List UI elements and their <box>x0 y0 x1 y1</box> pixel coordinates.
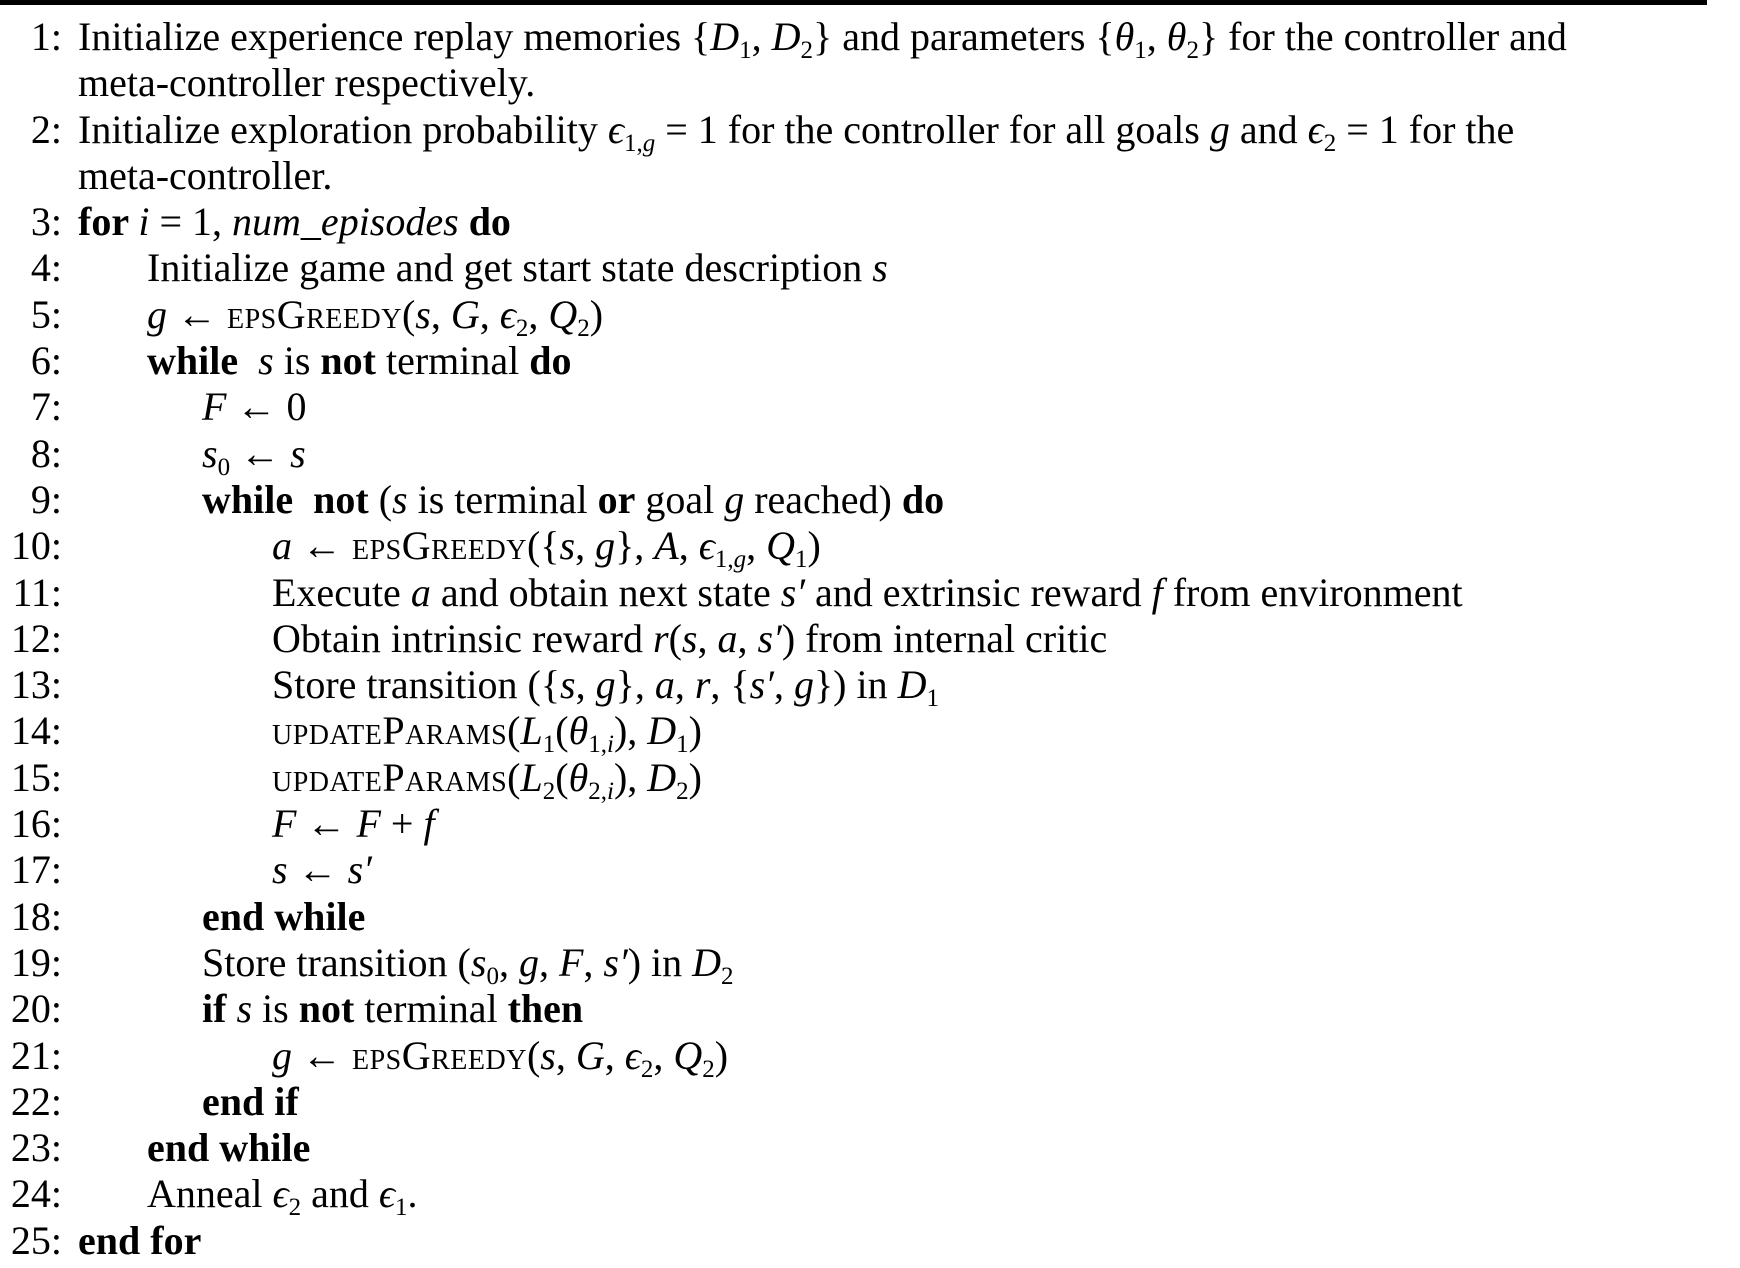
seg-it: s′ <box>780 569 806 615</box>
seg-rm: , <box>528 291 549 337</box>
subscript: 2 <box>676 777 689 805</box>
seg-bf: if <box>202 986 237 1032</box>
seg-it: f <box>1151 569 1163 615</box>
seg-it: a <box>717 615 738 661</box>
seg-bf: while <box>147 338 259 384</box>
seg-rm: Store transition ( <box>202 939 471 985</box>
subscript: 1 <box>676 731 689 759</box>
seg-it: F <box>558 939 584 985</box>
seg-bf: end while <box>147 1125 311 1171</box>
seg-rm: } for the controller and <box>1198 14 1567 59</box>
seg-bf: do <box>529 338 572 384</box>
seg-it: r <box>694 662 711 708</box>
algo-line-4 <box>0 153 1740 199</box>
seg-rm: , <box>575 523 596 569</box>
line-number: 5: <box>30 291 62 337</box>
seg-cal: L <box>520 708 543 754</box>
seg-rm: is <box>252 986 299 1032</box>
seg-bf: not <box>298 986 355 1032</box>
algo-line-21 <box>0 939 1740 990</box>
subscript: 1,g <box>623 129 656 157</box>
seg-sc: epsGreedy <box>352 1032 527 1078</box>
seg-it: s′ <box>757 615 782 661</box>
algo-line-13 <box>0 570 1740 616</box>
seg-sc: updateParams <box>272 708 508 754</box>
seg-it: s <box>415 291 431 337</box>
seg-it: g <box>1209 106 1230 152</box>
seg-it: F <box>272 801 297 847</box>
line-number: 12: <box>10 615 62 661</box>
seg-rm: Initialize exploration probability <box>78 106 608 152</box>
seg-bf: then <box>507 986 584 1032</box>
seg-rm: , <box>697 615 718 661</box>
seg-it: Q <box>548 291 578 337</box>
seg-rm: , <box>674 662 695 708</box>
seg-it: a <box>654 662 675 708</box>
algo-line-16 <box>0 708 1740 759</box>
algo-line-23 <box>0 1032 1740 1083</box>
line-code <box>272 754 702 805</box>
subscript: 2 <box>721 962 734 990</box>
algo-line-24 <box>0 1079 1740 1125</box>
seg-rm: , <box>583 939 604 985</box>
line-number: 8: <box>30 430 62 476</box>
seg-rm: ← <box>287 847 348 893</box>
seg-rm: , <box>678 523 699 569</box>
algo-line-12 <box>0 523 1740 574</box>
seg-rm: Obtain intrinsic reward <box>272 615 653 661</box>
line-code <box>202 939 734 990</box>
seg-cal: D <box>771 14 801 59</box>
seg-it: s <box>681 615 698 661</box>
algo-line-9 <box>0 384 1740 430</box>
subscript: 2 <box>702 1055 715 1083</box>
algo-line-25 <box>0 1125 1740 1171</box>
seg-rm: = 1 for the controller for all goals <box>655 106 1210 152</box>
seg-it: Q <box>673 1032 703 1078</box>
seg-it: g <box>595 523 616 569</box>
seg-rm: , <box>604 1032 625 1078</box>
seg-bf: do <box>901 476 945 522</box>
seg-rm: ({ <box>526 523 560 569</box>
seg-it: ϵ <box>607 106 624 152</box>
seg-rm: is <box>273 338 321 384</box>
seg-rm: terminal <box>375 338 530 384</box>
line-code <box>78 60 535 106</box>
seg-rm: ), <box>613 754 648 800</box>
seg-it: θ <box>1114 14 1135 59</box>
seg-rm: ← <box>167 291 227 337</box>
subscript: 1,g <box>714 546 747 574</box>
subscript: 2 <box>288 1194 302 1222</box>
subscript: 1 <box>794 546 808 574</box>
seg-rm: ( <box>401 291 416 337</box>
line-number: 9: <box>30 476 62 522</box>
line-code <box>202 1079 299 1125</box>
seg-rm: }, <box>615 523 655 569</box>
seg-it: a <box>410 569 431 615</box>
algo-line-22 <box>0 986 1740 1032</box>
seg-it: s <box>559 523 576 569</box>
line-code <box>78 14 1567 64</box>
seg-rm: } and parameters { <box>813 14 1115 59</box>
seg-rm: ( <box>507 754 521 800</box>
subscript: 2 <box>515 314 529 342</box>
seg-rm: ( <box>507 708 521 754</box>
seg-rm: ( <box>555 708 569 754</box>
line-code <box>202 430 306 481</box>
seg-it: s <box>202 430 218 476</box>
seg-sc: epsGreedy <box>352 523 527 569</box>
line-number: 6: <box>30 338 62 384</box>
seg-it: r <box>653 615 669 661</box>
seg-it: ϵ <box>698 523 715 569</box>
algo-line-11 <box>0 477 1740 523</box>
seg-rm: Execute <box>272 569 411 615</box>
line-code <box>78 1218 201 1264</box>
algo-line-2 <box>0 60 1740 106</box>
seg-rm: reached) <box>744 476 902 522</box>
seg-rm: and <box>1229 106 1308 152</box>
subscript: 2 <box>1186 37 1199 64</box>
seg-rm: , <box>773 662 794 708</box>
seg-cal: D <box>647 708 677 754</box>
algorithm-top-rule <box>0 0 1707 5</box>
seg-rm: Anneal <box>147 1171 273 1217</box>
seg-rm: = 1, <box>149 199 233 245</box>
subscript: 0 <box>217 453 231 481</box>
seg-it: ϵ <box>378 1171 396 1217</box>
seg-it: θ <box>568 754 589 800</box>
seg-rm: meta-controller. <box>78 152 333 198</box>
seg-it: s <box>872 245 888 291</box>
line-number: 17: <box>10 847 62 893</box>
seg-rm: , <box>746 523 767 569</box>
line-number: 7: <box>30 384 62 430</box>
seg-rm: , <box>653 1032 674 1078</box>
line-number: 22: <box>10 1078 62 1124</box>
seg-cal: A <box>654 523 679 569</box>
line-number: 11: <box>12 569 62 615</box>
seg-it: g <box>518 939 539 985</box>
seg-it: g <box>147 291 167 337</box>
seg-it: num_episodes <box>232 199 459 245</box>
seg-it: s′ <box>603 939 628 985</box>
line-number: 23: <box>10 1125 62 1171</box>
seg-it: g <box>793 662 814 708</box>
seg-it: ϵ <box>499 291 516 337</box>
line-number: 25: <box>10 1217 62 1263</box>
seg-rm: , <box>538 939 559 985</box>
subscript: 1 <box>926 685 939 713</box>
subscript: 1 <box>395 1194 408 1222</box>
seg-cal: D <box>692 939 722 985</box>
line-code <box>147 291 604 342</box>
line-code <box>272 847 372 893</box>
seg-it: f <box>423 801 435 847</box>
seg-rm: ) <box>589 291 604 337</box>
seg-it: s′ <box>749 662 774 708</box>
seg-it: i <box>138 199 150 245</box>
seg-sc: updateParams <box>272 754 508 800</box>
subscript: 1 <box>1134 37 1147 64</box>
subscript: 2 <box>577 314 590 342</box>
algo-line-17 <box>0 754 1740 805</box>
line-number: 10: <box>10 523 62 569</box>
seg-rm: ← <box>292 1032 352 1078</box>
seg-it: s <box>470 939 487 985</box>
seg-rm: ) in <box>627 939 693 985</box>
seg-it: ϵ <box>624 1032 641 1078</box>
algo-line-20 <box>0 894 1740 940</box>
algo-line-10 <box>0 430 1740 481</box>
seg-rm: ← <box>230 430 291 476</box>
seg-it: ϵ <box>272 1171 289 1217</box>
algo-line-19 <box>0 847 1740 893</box>
subscript: 2 <box>1323 129 1337 157</box>
seg-rm: is terminal <box>407 476 598 522</box>
seg-rm: = 1 for the <box>1336 106 1515 152</box>
seg-bf: while not <box>202 476 379 522</box>
seg-it: s <box>290 430 306 476</box>
line-number: 4: <box>30 245 62 291</box>
seg-rm: , <box>479 291 500 337</box>
seg-it: θ <box>568 708 589 754</box>
seg-cal: D <box>647 754 677 800</box>
seg-rm: ), <box>613 708 648 754</box>
seg-rm: , <box>498 939 519 985</box>
seg-bf: or <box>597 476 636 522</box>
line-code <box>272 616 1107 662</box>
seg-rm: , <box>751 14 772 59</box>
seg-cal: D <box>897 662 927 708</box>
seg-it: g <box>724 476 745 522</box>
line-number: 3: <box>30 199 62 245</box>
line-number: 1: <box>30 14 62 59</box>
seg-rm: Store transition ({ <box>272 662 561 708</box>
seg-cal: G <box>575 1032 605 1078</box>
seg-it: s <box>236 986 253 1032</box>
seg-it: θ <box>1166 14 1187 59</box>
seg-it: s′ <box>347 847 372 893</box>
seg-rm: . <box>407 1171 418 1217</box>
algo-line-6 <box>0 245 1740 291</box>
seg-it: s <box>258 338 274 384</box>
line-number: 20: <box>10 986 62 1032</box>
line-code <box>147 245 888 291</box>
subscript: 1 <box>739 37 752 64</box>
line-number: 19: <box>10 939 62 985</box>
seg-rm: ← 0 <box>226 384 307 430</box>
seg-rm: , <box>737 615 758 661</box>
seg-rm: }, <box>615 662 655 708</box>
algo-line-14 <box>0 616 1740 662</box>
subscript: 2 <box>640 1055 654 1083</box>
line-code <box>272 708 702 759</box>
seg-rm: terminal <box>354 986 508 1032</box>
line-number: 13: <box>10 662 62 708</box>
line-code <box>202 477 944 523</box>
seg-rm: and obtain next state <box>430 569 781 615</box>
seg-rm: Initialize experience replay memories { <box>78 14 711 59</box>
line-number: 14: <box>10 708 62 754</box>
subscript: 1 <box>542 731 556 759</box>
line-code <box>78 199 511 245</box>
line-code <box>78 153 332 199</box>
seg-bf: end while <box>202 893 366 939</box>
seg-rm: from environment <box>1162 569 1463 615</box>
seg-rm: ( <box>378 476 393 522</box>
seg-it: F <box>202 384 227 430</box>
seg-it: a <box>272 523 292 569</box>
seg-it: Q <box>766 523 795 569</box>
seg-it: F <box>356 801 381 847</box>
algo-line-7 <box>0 291 1740 342</box>
line-code <box>147 338 572 384</box>
seg-it: g <box>272 1032 292 1078</box>
subscript: 2 <box>542 777 556 805</box>
seg-rm: ) from internal critic <box>781 615 1108 661</box>
line-code <box>202 894 365 940</box>
seg-rm: ) <box>714 1032 729 1078</box>
line-code <box>272 570 1463 616</box>
subscript: 1,i <box>588 731 614 759</box>
algo-line-3 <box>0 106 1740 157</box>
seg-rm: ) <box>688 754 702 800</box>
line-code <box>272 662 939 713</box>
line-number: 15: <box>10 754 62 800</box>
line-number: 16: <box>10 801 62 847</box>
line-number: 24: <box>10 1171 62 1217</box>
seg-rm: }) in <box>813 662 898 708</box>
seg-rm: Initialize game and get start state description <box>147 245 873 291</box>
seg-rm: ( <box>668 615 682 661</box>
seg-rm: goal <box>635 476 725 522</box>
seg-rm: , <box>1146 14 1167 59</box>
seg-rm: , <box>555 1032 576 1078</box>
seg-bf: end for <box>78 1217 202 1263</box>
line-code <box>147 1125 310 1171</box>
seg-rm: ← <box>296 801 357 847</box>
subscript: 2,i <box>588 777 614 805</box>
line-code <box>272 523 821 574</box>
subscript: 2 <box>800 37 814 64</box>
seg-it: g <box>595 662 616 708</box>
seg-rm: and <box>301 1171 379 1217</box>
algorithm-lines <box>0 14 1740 1264</box>
seg-bf: do <box>458 199 511 245</box>
seg-rm: ) <box>807 523 821 569</box>
algo-line-15 <box>0 662 1740 713</box>
seg-it: s <box>272 847 288 893</box>
seg-rm: , { <box>710 662 750 708</box>
seg-rm: meta-controller respectively. <box>78 60 536 106</box>
line-code <box>78 106 1515 157</box>
seg-it: ϵ <box>1307 106 1324 152</box>
seg-rm: and extrinsic reward <box>805 569 1152 615</box>
line-number: 2: <box>30 106 62 152</box>
line-code <box>272 1032 729 1083</box>
seg-rm: , <box>575 662 596 708</box>
line-number: 21: <box>10 1032 62 1078</box>
seg-cal: D <box>710 14 740 59</box>
algo-line-18 <box>0 801 1740 847</box>
seg-rm: ( <box>555 754 569 800</box>
seg-cal: G <box>450 291 480 337</box>
seg-cal: L <box>520 754 543 800</box>
algo-line-5 <box>0 199 1740 245</box>
algo-line-8 <box>0 338 1740 384</box>
algo-line-27 <box>0 1218 1740 1264</box>
line-number: 18: <box>10 893 62 939</box>
seg-bf: end if <box>202 1078 299 1124</box>
line-code <box>147 1171 418 1222</box>
seg-it: s <box>392 476 408 522</box>
seg-bf: not <box>320 338 376 384</box>
seg-it: s <box>540 1032 556 1078</box>
seg-bf: for <box>78 199 139 245</box>
seg-rm: + <box>380 801 424 847</box>
seg-it: s <box>560 662 576 708</box>
seg-rm: ) <box>688 708 702 754</box>
line-code <box>202 986 583 1032</box>
algo-line-26 <box>0 1171 1740 1222</box>
seg-rm: ( <box>526 1032 541 1078</box>
line-code <box>202 384 306 430</box>
seg-sc: epsGreedy <box>227 291 402 337</box>
subscript: 0 <box>486 962 499 990</box>
algo-line-1 <box>0 14 1740 64</box>
seg-rm: ← <box>292 523 352 569</box>
line-code <box>272 801 435 847</box>
seg-rm: , <box>430 291 451 337</box>
